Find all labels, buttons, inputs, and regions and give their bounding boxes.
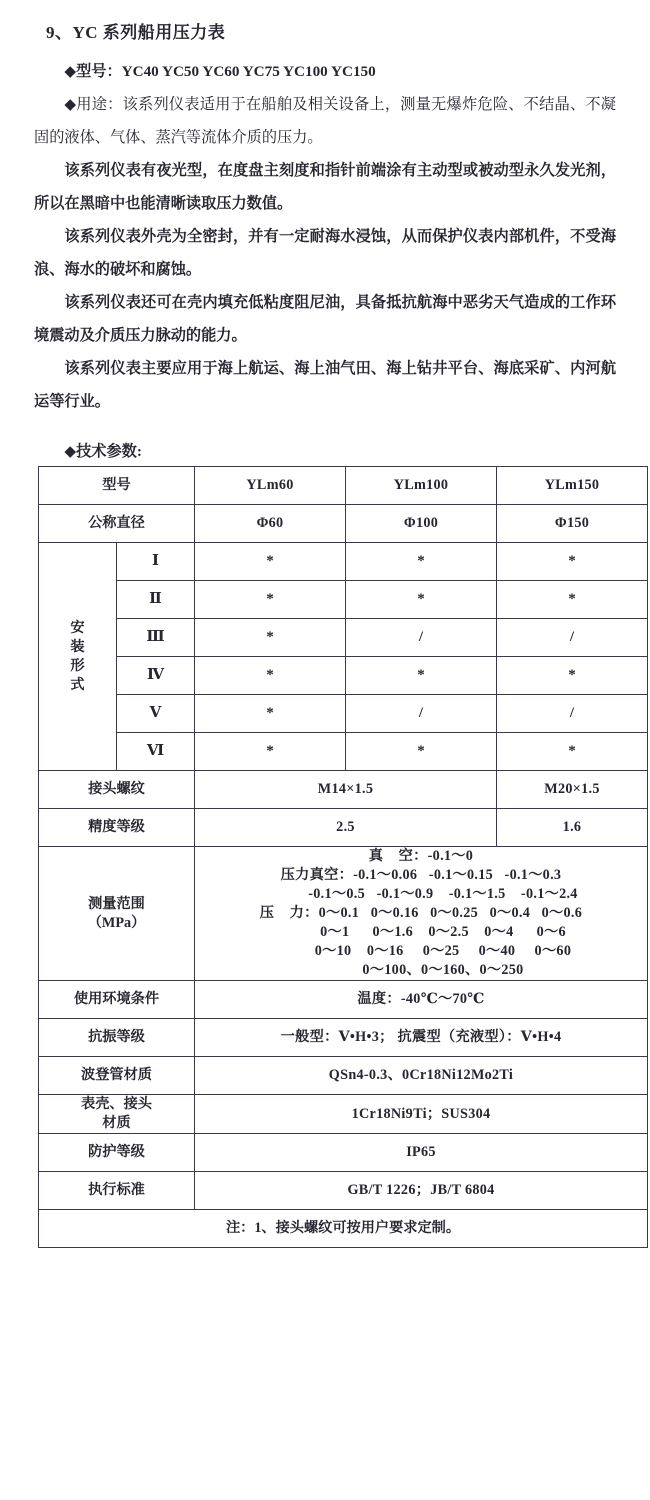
paragraph-models: ◆型号：YC40 YC50 YC60 YC75 YC100 YC150: [64, 63, 376, 80]
cell-mounting-vertical-label: [39, 543, 117, 771]
cell-model-ylm100: YLm100: [346, 467, 497, 505]
table-row-measuring-range: [39, 847, 648, 981]
cell-mounting-3-ylm150: /: [497, 619, 648, 657]
table-row-accuracy: [39, 809, 648, 847]
cell-accuracy-25: 2.5: [195, 809, 497, 847]
cell-mounting-1-ylm60: *: [195, 543, 346, 581]
case-label-line2: 材质: [102, 1115, 131, 1131]
paragraph-usage: ◆用途：该系列仪表适用于在船舶及相关设备上，测量无爆炸危险、不结晶、不凝固的液体、气体、蒸汽等流体介质的压力。: [34, 96, 616, 146]
table-row-diameter: [39, 505, 648, 543]
cell-mounting-type-5: Ⅴ: [117, 695, 195, 733]
table-row-standard: [39, 1172, 648, 1210]
paragraph-applications: 该系列仪表主要应用于海上航运、海上油气田、海上钻井平台、海底采矿、内河航运等行业。: [34, 360, 616, 410]
table-row-mounting-3: [39, 619, 648, 657]
cell-mounting-type-6: Ⅵ: [117, 733, 195, 771]
cell-bourdon-value: QSn4-0.3、0Cr18Ni12Mo2Ti: [195, 1057, 648, 1095]
case-label-line1: 表壳、接头: [81, 1096, 152, 1112]
cell-mounting-5-ylm100: /: [346, 695, 497, 733]
cell-thread-label: 接头螺纹: [39, 771, 195, 809]
range-line-pressure-3: 0～10 0～16 0～25 0～40 0～60: [314, 943, 572, 959]
body-text-block: [34, 55, 616, 418]
cell-mounting-6-ylm60: *: [195, 733, 346, 771]
cell-protection-label: 防护等级: [39, 1134, 195, 1172]
cell-case-label: [39, 1095, 195, 1134]
table-row-mounting-2: [39, 581, 648, 619]
cell-mounting-4-ylm100: *: [346, 657, 497, 695]
table-row-mounting-5: [39, 695, 648, 733]
cell-environment-value: 温度：-40℃～70℃: [195, 981, 648, 1019]
cell-accuracy-label: 精度等级: [39, 809, 195, 847]
cell-mounting-type-1: Ⅰ: [117, 543, 195, 581]
table-row-model: [39, 467, 648, 505]
cell-mounting-2-ylm60: *: [195, 581, 346, 619]
cell-diameter-60: Φ60: [195, 505, 346, 543]
table-row-protection: [39, 1134, 648, 1172]
cell-mounting-4-ylm60: *: [195, 657, 346, 695]
cell-mounting-5-ylm150: /: [497, 695, 648, 733]
table-row-mounting-6: [39, 733, 648, 771]
cell-bourdon-label: 波登管材质: [39, 1057, 195, 1095]
range-label-line2: （MPa）: [87, 914, 146, 931]
range-line-pressure-1: 压 力：0～0.1 0～0.16 0～0.25 0～0.4 0～0.6: [259, 905, 583, 921]
vertical-char-2: 装: [70, 638, 85, 655]
cell-mounting-type-3: Ⅲ: [117, 619, 195, 657]
table-row-mounting-4: [39, 657, 648, 695]
range-line-pressure-4: 0～100、0～160、0～250: [362, 962, 524, 978]
cell-mounting-type-4: Ⅳ: [117, 657, 195, 695]
table-row-mounting-1: [39, 543, 648, 581]
cell-range-values: [195, 847, 648, 981]
range-label-line1: 测量范围: [88, 895, 145, 912]
cell-thread-m20: M20×1.5: [497, 771, 648, 809]
cell-vibration-label: 抗振等级: [39, 1019, 195, 1057]
cell-mounting-2-ylm100: *: [346, 581, 497, 619]
cell-mounting-3-ylm100: /: [346, 619, 497, 657]
cell-mounting-3-ylm60: *: [195, 619, 346, 657]
cell-model-label: 型号: [39, 467, 195, 505]
table-row-case-material: [39, 1095, 648, 1134]
table-row-note: [39, 1210, 648, 1248]
table-row-environment: [39, 981, 648, 1019]
cell-case-value: 1Cr18Ni9Ti；SUS304: [195, 1095, 648, 1134]
cell-diameter-150: Φ150: [497, 505, 648, 543]
spec-table: [38, 466, 648, 1248]
page-title: 9、YC 系列船用压力表: [46, 23, 226, 42]
range-line-pressure-vacuum-1: 压力真空：-0.1～0.06 -0.1～0.15 -0.1～0.3: [280, 867, 562, 883]
table-row-vibration: [39, 1019, 648, 1057]
cell-environment-label: 使用环境条件: [39, 981, 195, 1019]
cell-diameter-label: 公称直径: [39, 505, 195, 543]
cell-range-label: [39, 847, 195, 981]
cell-model-ylm60: YLm60: [195, 467, 346, 505]
range-line-pressure-2: 0～1 0～1.6 0～2.5 0～4 0～6: [320, 924, 566, 940]
cell-vibration-value: 一般型：Ⅴ•Η•3； 抗震型（充液型）：Ⅴ•Η•4: [195, 1019, 648, 1057]
cell-mounting-type-2: Ⅱ: [117, 581, 195, 619]
vertical-char-1: 安: [70, 619, 85, 636]
cell-mounting-6-ylm150: *: [497, 733, 648, 771]
cell-standard-value: GB/T 1226；JB/T 6804: [195, 1172, 648, 1210]
paragraph-sealed: 该系列仪表外壳为全密封，并有一定耐海水浸蚀，从而保护仪表内部机件，不受海浪、海水的破坏和腐蚀。: [34, 228, 616, 278]
cell-mounting-5-ylm60: *: [195, 695, 346, 733]
cell-mounting-6-ylm100: *: [346, 733, 497, 771]
cell-note: 注：1、接头螺纹可按用户要求定制。: [39, 1210, 648, 1248]
vertical-char-3: 形: [70, 657, 85, 674]
tech-params-heading: ◆技术参数:: [64, 443, 142, 460]
table-row-bourdon-material: [39, 1057, 648, 1095]
range-line-vacuum: 真 空：-0.1～0: [368, 848, 474, 864]
cell-protection-value: IP65: [195, 1134, 648, 1172]
cell-mounting-2-ylm150: *: [497, 581, 648, 619]
cell-model-ylm150: YLm150: [497, 467, 648, 505]
cell-mounting-4-ylm150: *: [497, 657, 648, 695]
paragraph-damping: 该系列仪表还可在壳内填充低粘度阻尼油，具备抵抗航海中恶劣天气造成的工作环境震动及介质压力脉动的能力。: [34, 294, 616, 344]
cell-mounting-1-ylm150: *: [497, 543, 648, 581]
cell-accuracy-16: 1.6: [497, 809, 648, 847]
spec-table-container: [38, 466, 613, 1248]
paragraph-luminous: 该系列仪表有夜光型，在度盘主刻度和指针前端涂有主动型或被动型永久发光剂，所以在黑暗中也能清晰读取压力数值。: [34, 162, 616, 212]
cell-thread-m14: M14×1.5: [195, 771, 497, 809]
table-row-thread: [39, 771, 648, 809]
cell-standard-label: 执行标准: [39, 1172, 195, 1210]
range-line-pressure-vacuum-2: -0.1～0.5 -0.1～0.9 -0.1～1.5 -0.1～2.4: [308, 886, 578, 902]
cell-mounting-1-ylm100: *: [346, 543, 497, 581]
vertical-char-4: 式: [70, 676, 85, 693]
cell-diameter-100: Φ100: [346, 505, 497, 543]
